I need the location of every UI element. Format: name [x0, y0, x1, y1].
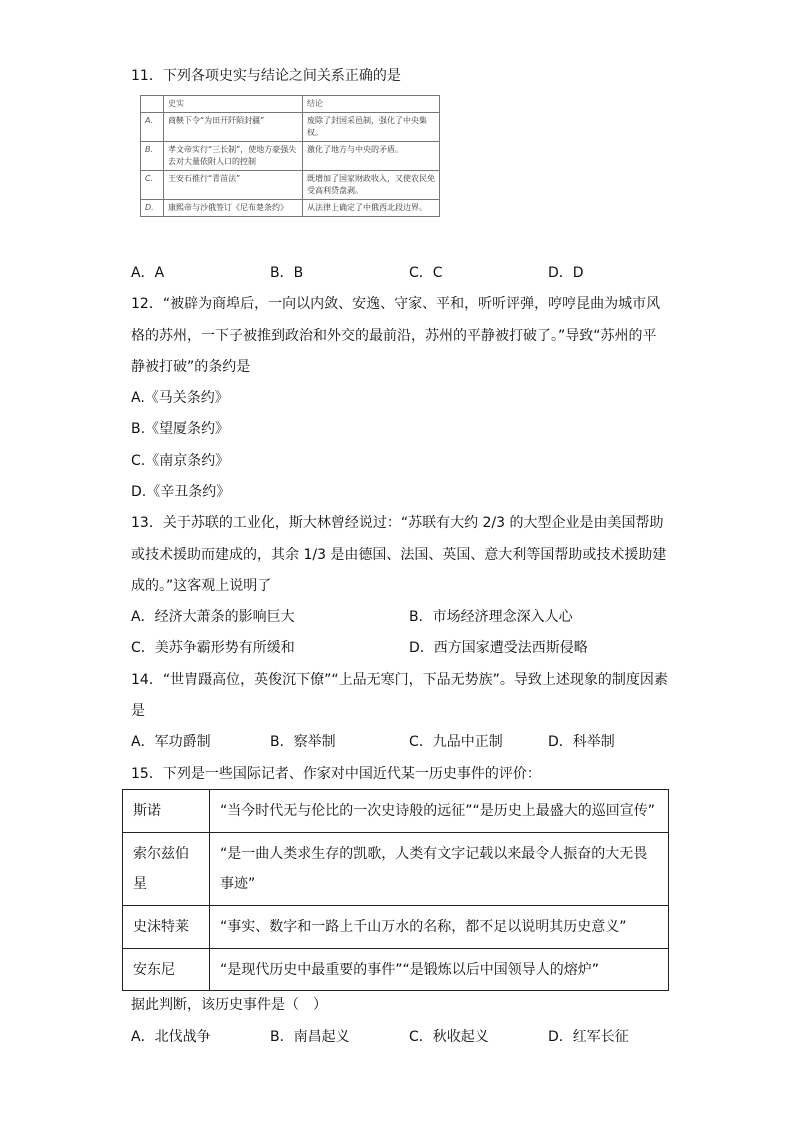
table-row	[123, 949, 669, 991]
q15-option-c: C．秋收起义	[409, 1029, 489, 1045]
q12-line-3: 静被打破”的条约是	[131, 359, 251, 375]
row-fact: 康熙帝与沙俄签订《尼布楚条约》	[164, 200, 303, 217]
q14-option-d: D．科举制	[548, 734, 615, 750]
row-conclusion: 从法律上确定了中俄西北段边界。	[303, 200, 440, 217]
q11-table	[140, 95, 440, 217]
row-name: 史沫特莱	[123, 906, 210, 949]
table-cell	[141, 96, 164, 113]
q13-option-a: A．经济大萧条的影响巨大	[131, 609, 295, 625]
q13-line-2: 或技术援助而建成的，其余 1/3 是由德国、法国、英国、意大利等国帮助或技术援助建	[131, 547, 667, 563]
table-row	[123, 906, 669, 949]
q12-option-a: A.《马关条约》	[131, 390, 229, 406]
row-quote: “事实、数字和一路上千山万水的名称，都不足以说明其历史意义”	[210, 906, 669, 949]
q11-stem: 11．下列各项史实与结论之间关系正确的是	[131, 68, 401, 84]
q11-option-d: D．D	[548, 265, 584, 281]
table-row	[141, 113, 440, 142]
q13-line-3: 成的。”这客观上说明了	[131, 578, 272, 594]
table-header-fact: 史实	[164, 96, 303, 113]
row-conclusion: 激化了地方与中央的矛盾。	[303, 142, 440, 171]
q15-table	[122, 789, 669, 991]
table-row	[123, 790, 669, 833]
q15-option-a: A．北伐战争	[131, 1029, 211, 1045]
row-fact: 王安石推行“青苗法”	[164, 171, 303, 200]
table-header-conclusion: 结论	[303, 96, 440, 113]
table-row	[141, 142, 440, 171]
q12-option-d: D.《辛丑条约》	[131, 484, 231, 500]
q13-option-d: D．西方国家遭受法西斯侵略	[409, 640, 588, 656]
q14-option-b: B．察举制	[270, 734, 336, 750]
row-quote: “是一曲人类求生存的凯歌，人类有文字记载以来最令人振奋的大无畏事迹”	[210, 833, 669, 906]
q13-option-c: C．美苏争霸形势有所缓和	[131, 640, 295, 656]
row-letter: D.	[141, 200, 164, 217]
q13-line-1: 13．关于苏联的工业化，斯大林曾经说过：“苏联有大约 2/3 的大型企业是由美国帮助	[131, 515, 664, 531]
q14-line-2: 是	[131, 703, 145, 719]
row-fact: 孝文帝实行“三长制”，使地方豪强失去对大量依附人口的控制	[164, 142, 303, 171]
q15-option-d: D．红军长征	[548, 1029, 629, 1045]
q15-option-b: B．南昌起义	[270, 1029, 350, 1045]
row-letter: B.	[141, 142, 164, 171]
table-row	[141, 171, 440, 200]
q12-line-2: 格的苏州，一下子被推到政治和外交的最前沿，苏州的平静被打破了。”导致“苏州的平	[131, 328, 657, 344]
row-name: 斯诺	[123, 790, 210, 833]
table-header-row	[141, 96, 440, 113]
row-quote: “是现代历史中最重要的事件”“是锻炼以后中国领导人的熔炉”	[210, 949, 669, 991]
row-name: 安东尼	[123, 949, 210, 991]
q11-option-c: C．C	[409, 265, 443, 281]
q14-option-c: C．九品中正制	[409, 734, 503, 750]
row-letter: C.	[141, 171, 164, 200]
q14-option-a: A．军功爵制	[131, 734, 211, 750]
row-name: 索尔兹伯星	[123, 833, 210, 906]
q11-option-b: B．B	[270, 265, 304, 281]
row-letter: A.	[141, 113, 164, 142]
table-row	[123, 833, 669, 906]
q15-stem: 15．下列是一些国际记者、作家对中国近代某一历史事件的评价：	[131, 766, 541, 782]
row-fact: 商鞅下令“为田开阡陌封疆”	[164, 113, 303, 142]
row-quote: “当今时代无与伦比的一次史诗般的远征”“是历史上最盛大的巡回宣传”	[210, 790, 669, 833]
row-conclusion: 既增加了国家财政收入，又使农民免受高利贷盘剥。	[303, 171, 440, 200]
q15-follow: 据此判断，该历史事件是（ ）	[131, 997, 327, 1013]
table-row	[141, 200, 440, 217]
q12-option-c: C.《南京条约》	[131, 453, 230, 469]
q11-option-a: A．A	[131, 265, 165, 281]
q12-option-b: B.《望厦条约》	[131, 421, 230, 437]
q14-line-1: 14．“世胄蹑高位，英俊沉下僚”“上品无寒门，下品无势族”。导致上述现象的制度因素	[131, 672, 668, 688]
row-conclusion: 废除了封国采邑制，强化了中央集权。	[303, 113, 440, 142]
q13-option-b: B．市场经济理念深入人心	[409, 609, 573, 625]
q12-line-1: 12．“被辟为商埠后，一向以内敛、安逸、守家、平和，听听评弹，哼哼昆曲为城市风	[131, 296, 661, 312]
